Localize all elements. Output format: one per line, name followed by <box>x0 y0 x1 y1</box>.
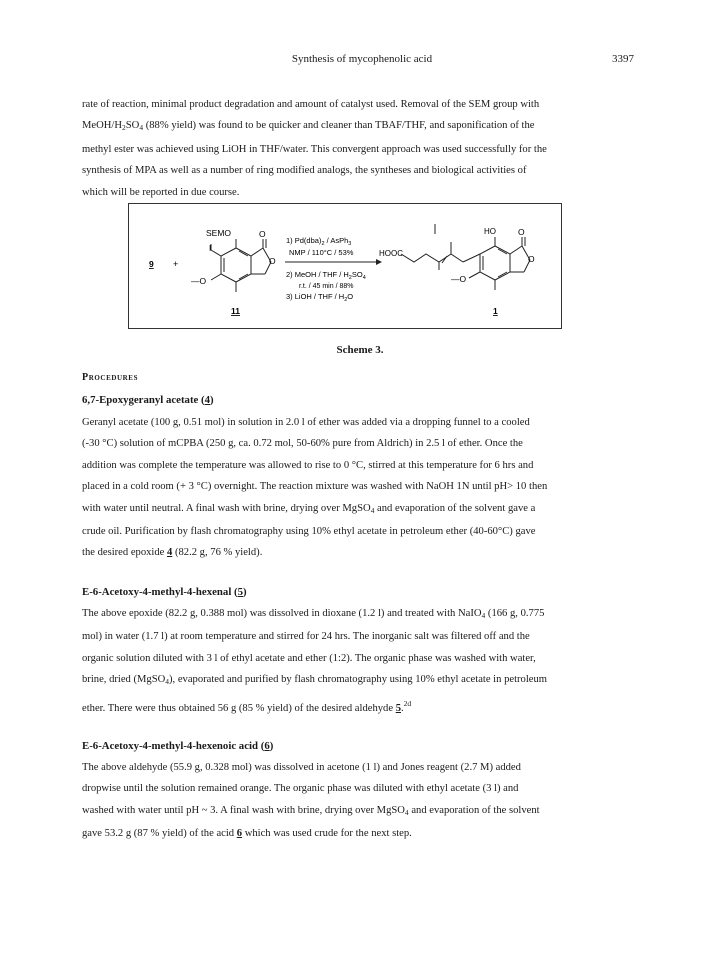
procedures-heading: Procedures <box>82 372 139 383</box>
compound-ref: 6 <box>264 740 270 752</box>
text-line: (-30 °C) solution of mCPBA (250 g, ca. 0.72 mol, 50-60% pure from Aldrich) in 2.5 l of ether. Once the <box>82 438 523 450</box>
text-line: The above aldehyde (55.9 g, 0.328 mol) was dissolved in acetone (1 l) and Jones reagent (2.7 M) added <box>82 762 521 773</box>
compound-ref: 5 <box>237 586 244 598</box>
scheme-drawing <box>129 204 561 328</box>
text-line: and evaporation of the solvent gave a <box>374 502 536 514</box>
compound-ref: 5 <box>395 702 401 714</box>
iodo-label: I <box>209 244 212 253</box>
heading-text: 6,7-Epoxygeranyl acetate ( <box>82 394 205 406</box>
procedure-heading-epoxide <box>82 394 214 406</box>
heading-text: E-6-Acetoxy-4-methyl-4-hexenoic acid ( <box>82 740 265 752</box>
methoxy-label: —O <box>191 276 207 286</box>
condition-step-3: 3) LiOH / THF / $H_2O$ <box>286 292 354 303</box>
text-line: methyl ester was achieved using LiOH in THF/water. This convergent approach was used successfully for the <box>82 143 547 155</box>
heading-close: ) <box>243 586 247 598</box>
carbonyl-oxygen-label: O <box>259 229 266 239</box>
text-line: SO <box>125 120 140 132</box>
carbonyl-oxygen-label-right: O <box>518 227 525 237</box>
subscript: 4 <box>139 123 144 133</box>
header-title: Synthesis of mycophenolic acid <box>291 53 433 65</box>
procedure-heading-hexenal <box>82 586 247 598</box>
arrow-head-icon <box>376 259 382 265</box>
hooc-label: HOOC <box>379 249 403 258</box>
condition-step-2: 2) MeOH / THF / $H_2SO_4$ <box>286 270 366 281</box>
text-line: brine, dried (MgSO <box>82 674 166 686</box>
subscript: 4 <box>370 505 375 515</box>
text-line: synthesis of MPA as well as a number of ring modified analogs, the syntheses and biological activities of <box>82 165 527 177</box>
benzene-ring-left <box>221 248 251 282</box>
scheme-caption: Scheme 3. <box>336 344 384 356</box>
heading-text: E-6-Acetoxy-4-methyl-4-hexenal ( <box>82 586 238 598</box>
ring-oxygen-label: O <box>269 256 276 266</box>
text-line: addition was complete the temperature was allowed to rise to 0 °C, stirred at this temperature for 6 hrs and <box>82 459 534 471</box>
text-line: dropwise until the solution remained orange. The organic phase was diluted with ethyl acetate (3 l) and <box>82 783 519 795</box>
text-line: mol) in water (1.7 l) at room temperature and stirred for 24 hrs. The inorganic salt was filtered off and the <box>82 631 530 643</box>
procedure-heading-hexenoic-acid <box>82 740 273 752</box>
text-line: . <box>400 702 404 714</box>
text-line: gave 53.2 g (87 % yield) of the acid <box>82 828 237 840</box>
text-line: placed in a cold room (+ 3 °C) overnight. The reaction mixture was washed with NaOH 1N until pH> 10 then <box>82 481 548 493</box>
text-line: Geranyl acetate (100 g, 0.51 mol) in solution in 2.0 l of ether was added via a dropping funnel to a cooled <box>82 417 530 428</box>
compound-11-label: 11 <box>231 306 240 316</box>
running-header <box>82 53 642 71</box>
condition-step-1-detail: NMP / 110°C / 53% <box>289 248 354 257</box>
text-line: ), evaporated and purified by flash chromatography using 10% ethyl acetate in petroleum <box>169 674 548 686</box>
methoxy-label-right: —O <box>451 274 467 284</box>
reaction-scheme <box>128 203 562 329</box>
subscript: 4 <box>404 807 409 817</box>
text-line: (88% yield) was found to be quicker and cleaner than TBAF/THF, and saponification of the <box>143 120 535 132</box>
text-line: the desired epoxide <box>82 547 168 559</box>
compound-1-label: 1 <box>493 306 498 316</box>
subscript: 4 <box>165 677 170 687</box>
procedure-text-epoxide <box>82 412 647 564</box>
hydroxyl-label: HO <box>484 227 496 236</box>
plus-sign: + <box>173 259 179 269</box>
text-line: The above epoxide (82.2 g, 0.388 mol) was dissolved in dioxane (1.2 l) and treated with NaIO <box>82 608 482 619</box>
text-line: washed with water until pH ~ 3. A final wash with brine, drying over MgSO <box>82 804 405 816</box>
text-line: ether. There were thus obtained 56 g (85 % yield) of the desired aldehyde <box>82 702 396 714</box>
text-line: crude oil. Purification by flash chromatography using 10% ethyl acetate in petroleum ether (40-60°C) gave <box>82 526 536 538</box>
intro-paragraph <box>82 94 647 203</box>
compound-ref: 6 <box>236 828 243 840</box>
compound-ref: 4 <box>167 547 173 559</box>
text-line: which was used crude for the next step. <box>242 828 412 840</box>
subscript: 2 <box>122 123 126 133</box>
procedure-text-hexenoic-acid <box>82 757 647 845</box>
text-line: (166 g, 0.775 <box>485 608 545 619</box>
citation-superscript: 2d <box>403 698 412 708</box>
page-number: 3397 <box>612 53 634 65</box>
text-line: organic solution diluted with 3 l of ethyl acetate and ether (1:2). The organic phase was washed with water, <box>82 652 536 664</box>
text-line: and evaporation of the solvent <box>408 804 540 816</box>
text-line: with water until neutral. A final wash with brine, drying over MgSO <box>82 502 371 514</box>
procedure-text-hexenal <box>82 603 647 719</box>
heading-close: ) <box>269 740 274 752</box>
heading-close: ) <box>210 394 214 406</box>
text-line: rate of reaction, minimal product degradation and amount of catalyst used. Removal of the SEM group with <box>82 99 540 110</box>
condition-step-1: 1) $Pd(dba)_2$ / AsPh$_3$ <box>286 236 352 247</box>
compound-9-label: 9 <box>149 259 154 269</box>
text-line: MeOH/H <box>82 120 123 132</box>
ring-oxygen-label-right: O <box>528 254 535 264</box>
subscript: 4 <box>481 611 486 620</box>
compound-11-structure <box>211 239 271 292</box>
text-line: which will be reported in due course. <box>82 186 240 198</box>
compound-ref: 4 <box>204 394 211 406</box>
text-line: (82.2 g, 76 % yield). <box>172 547 263 559</box>
semo-label: SEMO <box>206 228 232 238</box>
benzene-ring-right <box>480 246 510 280</box>
condition-step-2-detail: r.t. / 45 min / 88% <box>299 283 354 290</box>
